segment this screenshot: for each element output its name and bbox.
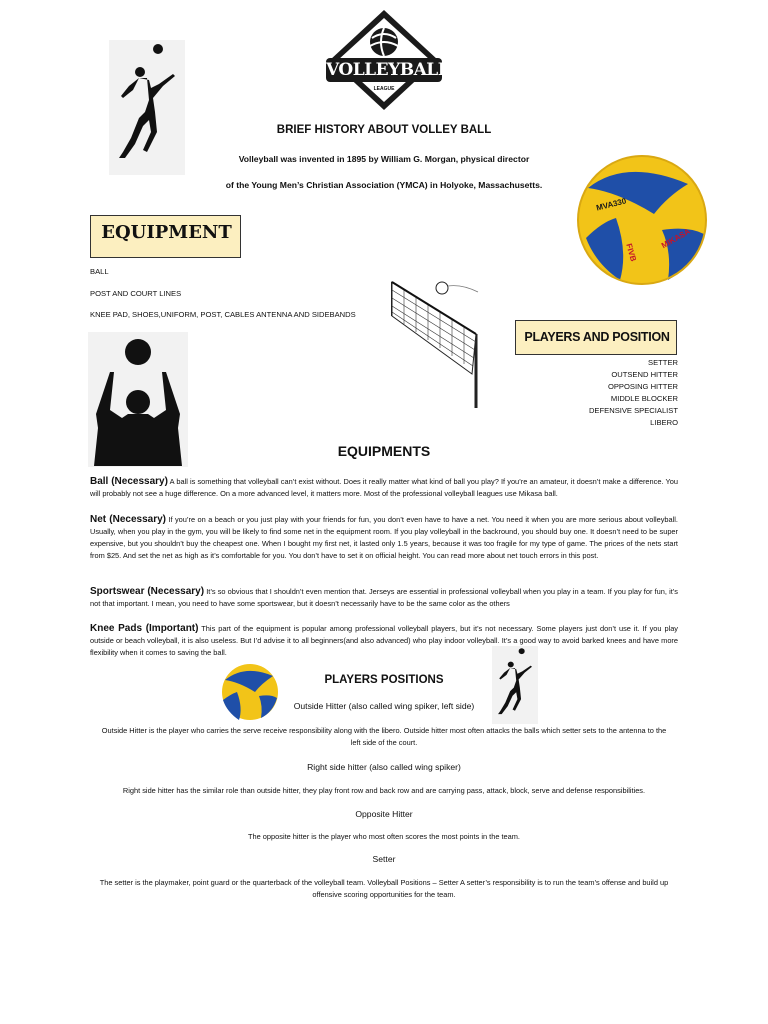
- position-item: LIBERO: [650, 418, 678, 427]
- position-item: DEFENSIVE SPECIALIST: [588, 406, 678, 415]
- positions-list: [560, 357, 678, 429]
- history-line-2: of the Young Men’s Christian Association (YMCA) in Holyoke, Massachusetts.: [225, 180, 543, 190]
- right-side-hitter-heading: Right side hitter (also called wing spiker): [307, 762, 461, 772]
- ball-paragraph: [90, 476, 678, 500]
- equipment-item-post: POST AND COURT LINES: [90, 289, 182, 298]
- sportswear-paragraph: [90, 586, 678, 610]
- ball-text: A ball is something that volleyball can’t exist without. Does it really matter what kind of ball you play? If you’re an amateur, it doesn’t make a difference. You will probably not see a huge difference. On a more advanced level, it matters more. Most of the professional volleyball leagues use Mikasa ball.: [90, 477, 678, 498]
- kneepads-text: This part of the equipment is popular among professional volleyball players, but it’s not necessary. Some players just don’t use it. If you play outside or beach volleyball, it is also useless. But I’d advise it to all beginners(and also advanced) who play indoor volleyball. It’s a good way to avoid barked knees and have more flexibility when it comes to saving the ball.: [90, 624, 678, 657]
- small-spiker-silhouette-icon: [492, 646, 538, 724]
- position-item: OPPOSING HITTER: [607, 382, 678, 391]
- net-heading: Net (Necessary): [90, 514, 166, 525]
- position-item: MIDDLE BLOCKER: [610, 394, 678, 403]
- net-text: If you’re on a beach or you just play with your friends for fun, you don’t even have to have a net. You need it when you are more serious about volleyball. Usually, when you play in the gym, you will be likely to find some net in the equipment room. If you play volleyball in the backround, you should buy one. It doesn’t need to be super expensive, but you shouldn’t buy the cheapest one. When I bought my first net, it lasted only 1.5 years, because it was too fragile for my type of game. The prices of the nets start from $25. And set the net as high as it’s comfortable for you. You don’t have to set it on official height. You can read more about net touch errors in this post.: [90, 515, 678, 560]
- ball-brand-text: MIKASA: [659, 226, 692, 251]
- ball-heading: Ball (Necessary): [90, 476, 168, 487]
- league-logo: [322, 8, 450, 112]
- small-volleyball-icon: [221, 662, 279, 722]
- position-item: OUTSEND HITTER: [611, 370, 678, 379]
- spiker-image: [109, 40, 185, 175]
- players-title: PLAYERS POSITIONS: [324, 674, 444, 686]
- opposite-hitter-heading: Opposite Hitter: [355, 809, 413, 819]
- opposite-hitter-text: The opposite hitter is the player who most often scores the most points in the team.: [248, 832, 520, 841]
- logo-subtext: LEAGUE: [373, 86, 395, 92]
- volleyball-image: [576, 152, 708, 288]
- setter-text: The setter is the playmaker, point guard or the quarterback of the volleyball team. Volleyball Positions – Setter A setter’s responsibility is to run the team’s offense and build up offensive scoring opportunities for the team.: [99, 878, 669, 899]
- equipment-item-ball: BALL: [90, 267, 109, 276]
- logo-text: VOLLEYBALL: [326, 60, 450, 80]
- outside-hitter-heading: Outside Hitter (also called wing spiker, left side): [293, 701, 475, 711]
- position-item: SETTER: [648, 358, 678, 367]
- players-box-label: PLAYERS AND POSITION: [524, 330, 670, 344]
- history-title: BRIEF HISTORY ABOUT VOLLEY BALL: [276, 124, 492, 136]
- setter-image: [88, 332, 188, 467]
- small-ball-image: [221, 662, 279, 722]
- sportswear-text: It’s so obvious that I shouldn’t even mention that. Jerseys are essential in professional volleyball when you play in a team. If you play for fun, it’s not that important. I mean, you need to have some sportswear, but it doesn’t necessarily have to be the same color as the others: [90, 587, 678, 608]
- volleyball-net-icon: [386, 276, 486, 410]
- net-image: [386, 276, 486, 410]
- setter-silhouette-icon: [88, 332, 188, 467]
- players-box: [515, 320, 677, 355]
- equipment-box-label: EQUIPMENT: [101, 222, 232, 243]
- ball-fivb-text: FIVB: [624, 242, 638, 263]
- spiker-silhouette-icon: [109, 40, 185, 175]
- equipments-title: EQUIPMENTS: [337, 443, 431, 459]
- setter-heading: Setter: [372, 854, 396, 864]
- small-spiker-image: [492, 646, 538, 724]
- volleyball-icon: [576, 152, 708, 288]
- kneepads-heading: Knee Pads (Important): [90, 623, 199, 634]
- outside-hitter-text: Outside Hitter is the player who carries the serve receive responsibility along with the libero. Outside hitter most often attacks the balls which setter sets to the antenna to the left side of the court.: [101, 726, 667, 747]
- right-side-hitter-text: Right side hitter has the similar role than outside hitter, they play front row and back row and are carrying pass, attack, block, serve and defense responsibilities.: [122, 786, 646, 795]
- equipment-item-kneepad: KNEE PAD, SHOES,UNIFORM, POST, CABLES ANTENNA AND SIDEBANDS: [90, 310, 356, 319]
- equipment-box: [90, 215, 241, 258]
- history-line-1: Volleyball was invented in 1895 by William G. Morgan, physical director: [238, 154, 530, 164]
- sportswear-heading: Sportswear (Necessary): [90, 586, 205, 597]
- ball-model-text: MVA330: [595, 196, 628, 213]
- kneepads-paragraph: [90, 623, 678, 659]
- net-paragraph: [90, 514, 678, 562]
